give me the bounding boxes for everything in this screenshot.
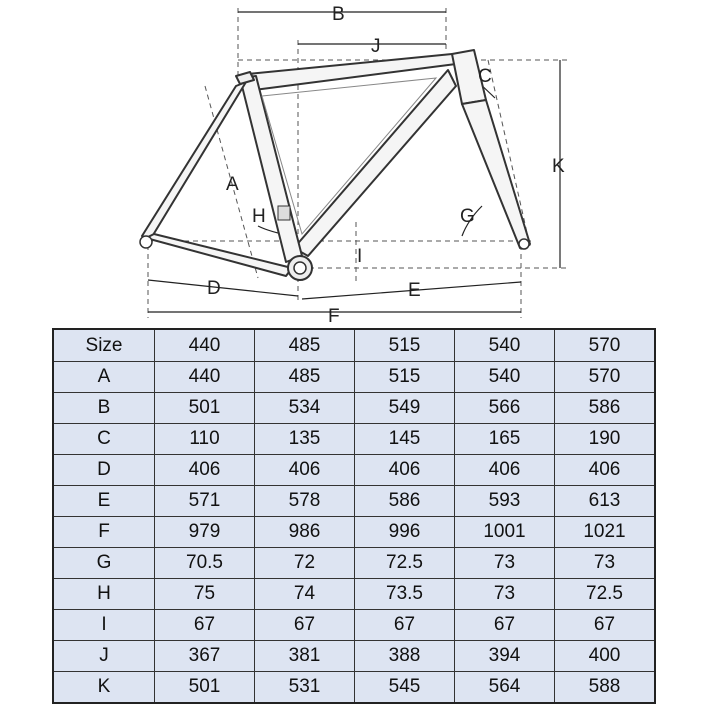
row-label: C (53, 424, 155, 455)
table-header-cell: 515 (355, 329, 455, 362)
row-label: D (53, 455, 155, 486)
dim-label-c: C (478, 66, 492, 87)
table-cell: 986 (255, 517, 355, 548)
dim-label-a: A (226, 174, 239, 195)
table-cell: 400 (555, 641, 656, 672)
table-cell: 593 (455, 486, 555, 517)
dim-label-g: G (460, 206, 475, 227)
table-cell: 72.5 (555, 579, 656, 610)
table-cell: 135 (255, 424, 355, 455)
table-cell: 67 (355, 610, 455, 641)
table-cell: 388 (355, 641, 455, 672)
table-cell: 996 (355, 517, 455, 548)
row-label: H (53, 579, 155, 610)
dim-label-j: J (371, 36, 381, 57)
row-label: A (53, 362, 155, 393)
table-row (53, 641, 655, 672)
row-label: B (53, 393, 155, 424)
table-cell: 72.5 (355, 548, 455, 579)
table-cell: 190 (555, 424, 656, 455)
table-cell: 394 (455, 641, 555, 672)
table-cell: 588 (555, 672, 656, 704)
table-cell: 406 (355, 455, 455, 486)
table-cell: 406 (555, 455, 656, 486)
table-row (53, 424, 655, 455)
table-cell: 613 (555, 486, 656, 517)
table-cell: 381 (255, 641, 355, 672)
table-cell: 67 (255, 610, 355, 641)
table-row (53, 517, 655, 548)
table-cell: 1001 (455, 517, 555, 548)
dim-label-k: K (552, 156, 565, 177)
table-cell: 110 (155, 424, 255, 455)
row-label: F (53, 517, 155, 548)
table-header-cell: 485 (255, 329, 355, 362)
table-cell: 67 (555, 610, 656, 641)
table-cell: 73.5 (355, 579, 455, 610)
table-cell: 406 (255, 455, 355, 486)
table-cell: 586 (355, 486, 455, 517)
table-cell: 566 (455, 393, 555, 424)
dim-label-e: E (408, 280, 421, 301)
table-header-label: Size (53, 329, 155, 362)
row-label: K (53, 672, 155, 704)
table-cell: 145 (355, 424, 455, 455)
table-row (53, 362, 655, 393)
table-cell: 531 (255, 672, 355, 704)
table-cell: 515 (355, 362, 455, 393)
table-cell: 75 (155, 579, 255, 610)
row-label: G (53, 548, 155, 579)
table-cell: 1021 (555, 517, 656, 548)
row-label: J (53, 641, 155, 672)
dim-label-h: H (252, 206, 266, 227)
dim-label-f: F (328, 306, 340, 327)
table-cell: 440 (155, 362, 255, 393)
table-cell: 586 (555, 393, 656, 424)
frame-geometry-diagram (0, 0, 720, 330)
table-row (53, 455, 655, 486)
table-cell: 979 (155, 517, 255, 548)
table-cell: 67 (455, 610, 555, 641)
table-cell: 564 (455, 672, 555, 704)
table-cell: 165 (455, 424, 555, 455)
table-row (53, 393, 655, 424)
table-row (53, 486, 655, 517)
table-cell: 549 (355, 393, 455, 424)
table-header-cell: 440 (155, 329, 255, 362)
table-cell: 406 (455, 455, 555, 486)
table-cell: 571 (155, 486, 255, 517)
table-cell: 67 (155, 610, 255, 641)
table-header-row (53, 329, 655, 362)
table-row (53, 548, 655, 579)
table-cell: 72 (255, 548, 355, 579)
table-row (53, 672, 655, 704)
table-header-cell: 570 (555, 329, 656, 362)
table-cell: 501 (155, 672, 255, 704)
table-cell: 501 (155, 393, 255, 424)
table-cell: 534 (255, 393, 355, 424)
table-cell: 485 (255, 362, 355, 393)
dim-label-i: I (357, 246, 363, 267)
table-cell: 73 (455, 579, 555, 610)
table-cell: 406 (155, 455, 255, 486)
table-header-cell: 540 (455, 329, 555, 362)
dim-label-b: B (332, 4, 345, 25)
table-cell: 74 (255, 579, 355, 610)
row-label: E (53, 486, 155, 517)
table-cell: 70.5 (155, 548, 255, 579)
geometry-table-body (53, 329, 655, 703)
table-row (53, 610, 655, 641)
table-row (53, 579, 655, 610)
table-cell: 367 (155, 641, 255, 672)
table-cell: 73 (455, 548, 555, 579)
row-label: I (53, 610, 155, 641)
table-cell: 73 (555, 548, 656, 579)
geometry-table (52, 328, 656, 704)
table-cell: 540 (455, 362, 555, 393)
table-cell: 545 (355, 672, 455, 704)
table-cell: 578 (255, 486, 355, 517)
dim-label-d: D (207, 278, 221, 299)
table-cell: 570 (555, 362, 656, 393)
